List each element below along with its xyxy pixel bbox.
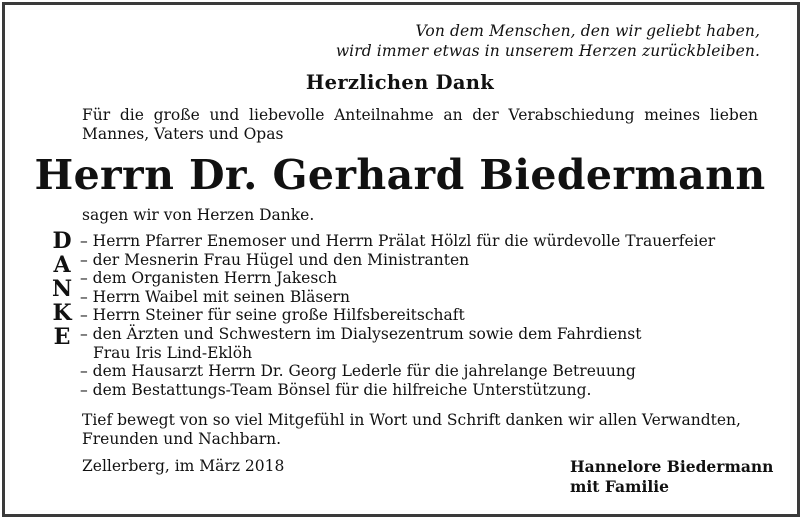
signature (570, 457, 773, 497)
motto-line-2: wird immer etwas in unserem Herzen zurückbleiben. (335, 42, 760, 60)
acrostic-letter: K (52, 300, 72, 326)
list-item-continuation: Frau Iris Lind-Eklöh (93, 343, 253, 362)
intro-text: Für die große und liebevolle Anteilnahme an der Verabschiedung meines lieben Mannes, Vaters und Opas (82, 106, 758, 143)
list-item: – dem Hausarzt Herrn Dr. Georg Lederle für die jahrelange Betreuung (80, 362, 636, 381)
list-item: – Herrn Waibel mit seinen Bläsern (80, 287, 350, 306)
list-item: – dem Bestattungs-Team Bönsel für die hilfreiche Unterstützung. (80, 380, 592, 399)
list-item: – den Ärzten und Schwestern im Dialysezentrum sowie dem Fahrdienst (80, 324, 642, 343)
list-item: – Herrn Steiner für seine große Hilfsbereitschaft (80, 306, 465, 325)
thanks-list (80, 232, 760, 399)
heading: Herzlichen Dank (305, 71, 495, 94)
closing-text: Tief bewegt von so viel Mitgefühl in Wort und Schrift danken wir allen Verwandten, Freunden und Nachbarn. (82, 411, 741, 448)
place-date: Zellerberg, im März 2018 (82, 457, 285, 475)
acrostic-letter: E (53, 324, 71, 350)
deceased-name: Herrn Dr. Gerhard Biedermann (34, 151, 766, 199)
list-item: – der Mesnerin Frau Hügel und den Ministranten (80, 250, 470, 269)
list-item: – Herrn Pfarrer Enemoser und Herrn Prälat Hölzl für die würdevolle Trauerfeier (80, 232, 716, 250)
acrostic-danke (50, 229, 74, 349)
signature-name: Hannelore Biedermann (570, 457, 774, 476)
motto-quote (330, 21, 760, 61)
acrostic-letter: D (52, 228, 72, 254)
acrostic-letter: A (53, 252, 71, 278)
acrostic-letter: N (51, 276, 73, 302)
list-item: – dem Organisten Herrn Jakesch (80, 269, 337, 288)
thanks-line: sagen wir von Herzen Danke. (82, 206, 315, 224)
signature-family: mit Familie (570, 477, 669, 496)
motto-line-1: Von dem Menschen, den wir geliebt haben, (415, 22, 760, 40)
